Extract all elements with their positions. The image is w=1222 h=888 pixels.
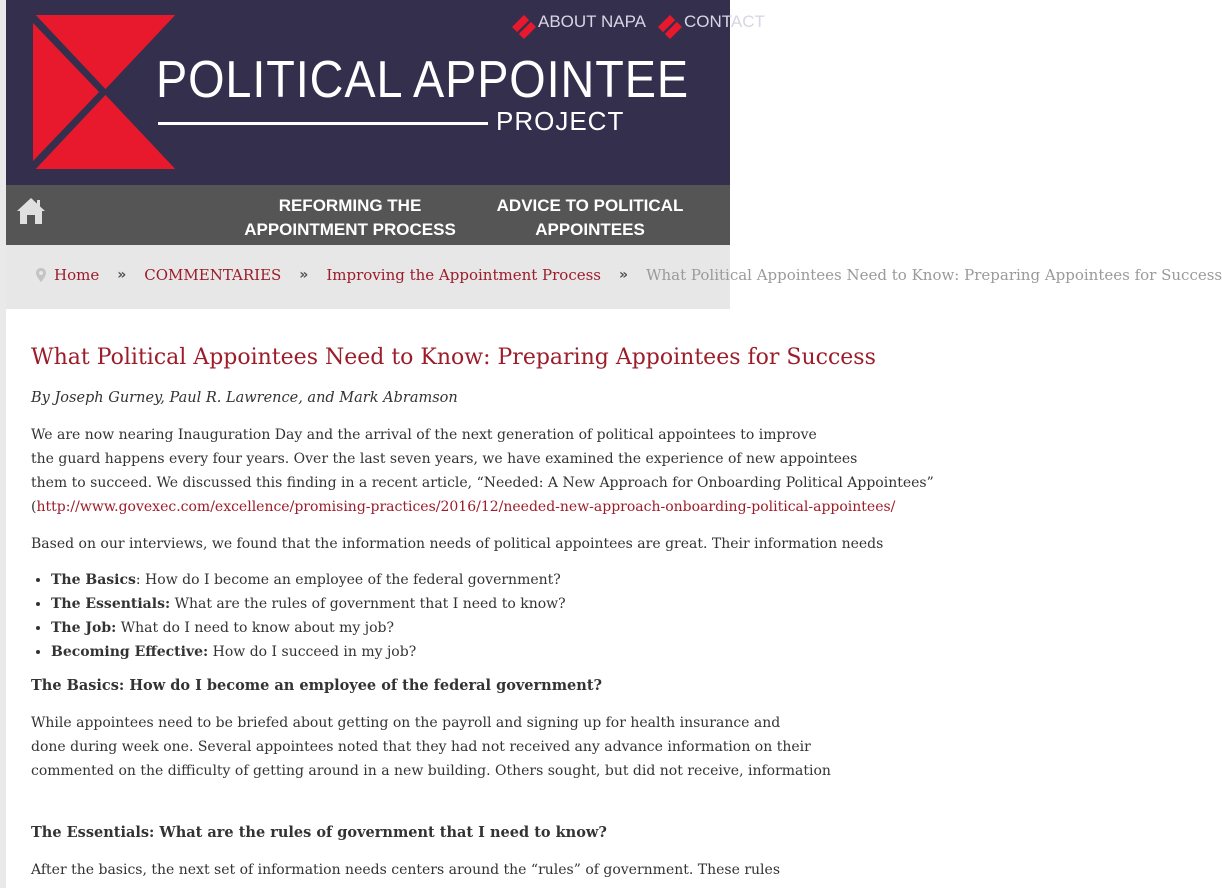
list-item-text: What are the rules of government that I need to know? — [170, 596, 566, 612]
paragraph-line: the guard happens every four years. Over the last seven years, we have examined the experience of new appointees — [31, 451, 858, 467]
diamond-arrow-icon — [658, 15, 682, 39]
nav-item-line: APPOINTMENT PROCESS — [244, 220, 456, 239]
breadcrumb-home[interactable]: Home — [54, 266, 100, 284]
logo-divider — [158, 122, 488, 125]
top-link-about[interactable] — [512, 5, 646, 39]
logo-title: POLITICAL APPOINTEE — [156, 51, 689, 109]
list-item-text: How do I succeed in my job? — [208, 644, 417, 660]
information-needs-paragraph: Based on our interviews, we found that the information needs of political appointees are great. Their information needs — [31, 536, 884, 552]
section-heading-basics: The Basics: How do I become an employee of the federal government? — [31, 677, 603, 694]
breadcrumb-commentaries[interactable]: COMMENTARIES — [144, 266, 282, 284]
nav-advice-to-political-appointees[interactable] — [486, 194, 694, 242]
list-item — [51, 616, 791, 640]
top-link-contact-label[interactable]: CONTACT — [684, 12, 765, 31]
essentials-paragraph: After the basics, the next set of information needs centers around the “rules” of government. These rules — [31, 862, 780, 878]
breadcrumb — [6, 245, 1222, 309]
list-item-term: The Essentials: — [51, 596, 171, 612]
article — [31, 340, 934, 882]
list-item-text: What do I need to know about my job? — [116, 620, 394, 636]
paragraph-line: done during week one. Several appointees noted that they had not received any advance information on their — [31, 739, 811, 755]
breadcrumb-separator: » — [299, 267, 309, 283]
list-item-text: : How do I become an employee of the federal government? — [135, 572, 561, 588]
breadcrumb-improving-appointment-process[interactable]: Improving the Appointment Process — [326, 266, 602, 284]
information-needs-list — [31, 568, 791, 664]
site-header — [6, 0, 765, 185]
paragraph-line: commented on the difficulty of getting around in a new building. Others sought, but did not receive, information — [31, 763, 831, 779]
paragraph-line: them to succeed. We discussed this finding in a recent article, “Needed: A New Approach for Onboarding Political Appointees” — [31, 475, 934, 491]
top-link-contact[interactable] — [658, 5, 765, 39]
map-pin-icon — [36, 268, 46, 282]
govexec-article-link[interactable]: http://www.govexec.com/excellence/promising-practices/2016/12/needed-new-approach-onboarding-political-appointees/ — [36, 499, 896, 515]
list-item-term: The Job: — [51, 620, 117, 636]
basics-paragraph — [31, 711, 831, 783]
breadcrumb-separator: » — [619, 267, 629, 283]
paragraph-line: We are now nearing Inauguration Day and the arrival of the next generation of political appointees to improve — [31, 427, 817, 443]
intro-paragraph — [31, 423, 934, 519]
page-title: What Political Appointees Need to Know: Preparing Appointees for Success — [31, 345, 876, 370]
list-item-term: The Basics — [51, 572, 136, 588]
nav-item-line: APPOINTEES — [535, 220, 645, 239]
home-icon[interactable] — [16, 197, 46, 225]
list-item — [51, 592, 791, 616]
nav-reforming-appointment-process[interactable] — [236, 194, 464, 242]
section-heading-essentials: The Essentials: What are the rules of government that I need to know? — [31, 824, 607, 841]
top-link-about-label[interactable]: ABOUT NAPA — [538, 12, 647, 31]
article-byline: By Joseph Gurney, Paul R. Lawrence, and Mark Abramson — [31, 390, 458, 406]
breadcrumb-current: What Political Appointees Need to Know: Preparing Appointees for Success — [646, 266, 1222, 284]
diamond-arrow-icon — [512, 15, 536, 39]
nav-item-line: REFORMING THE — [278, 196, 422, 215]
list-item — [51, 640, 791, 664]
list-item-term: Becoming Effective: — [51, 644, 209, 660]
paragraph-line: (http://www.govexec.com/excellence/promising-practices/2016/12/needed-new-approach-onboarding-political-appointees/ — [31, 499, 896, 515]
list-item — [51, 568, 791, 592]
logo-subtitle: PROJECT — [496, 106, 625, 136]
paragraph-line: While appointees need to be briefed about getting on the payroll and signing up for health insurance and — [31, 715, 781, 731]
breadcrumb-separator: » — [117, 267, 127, 283]
main-navigation — [6, 185, 730, 245]
nav-item-line: ADVICE TO POLITICAL — [496, 196, 684, 215]
